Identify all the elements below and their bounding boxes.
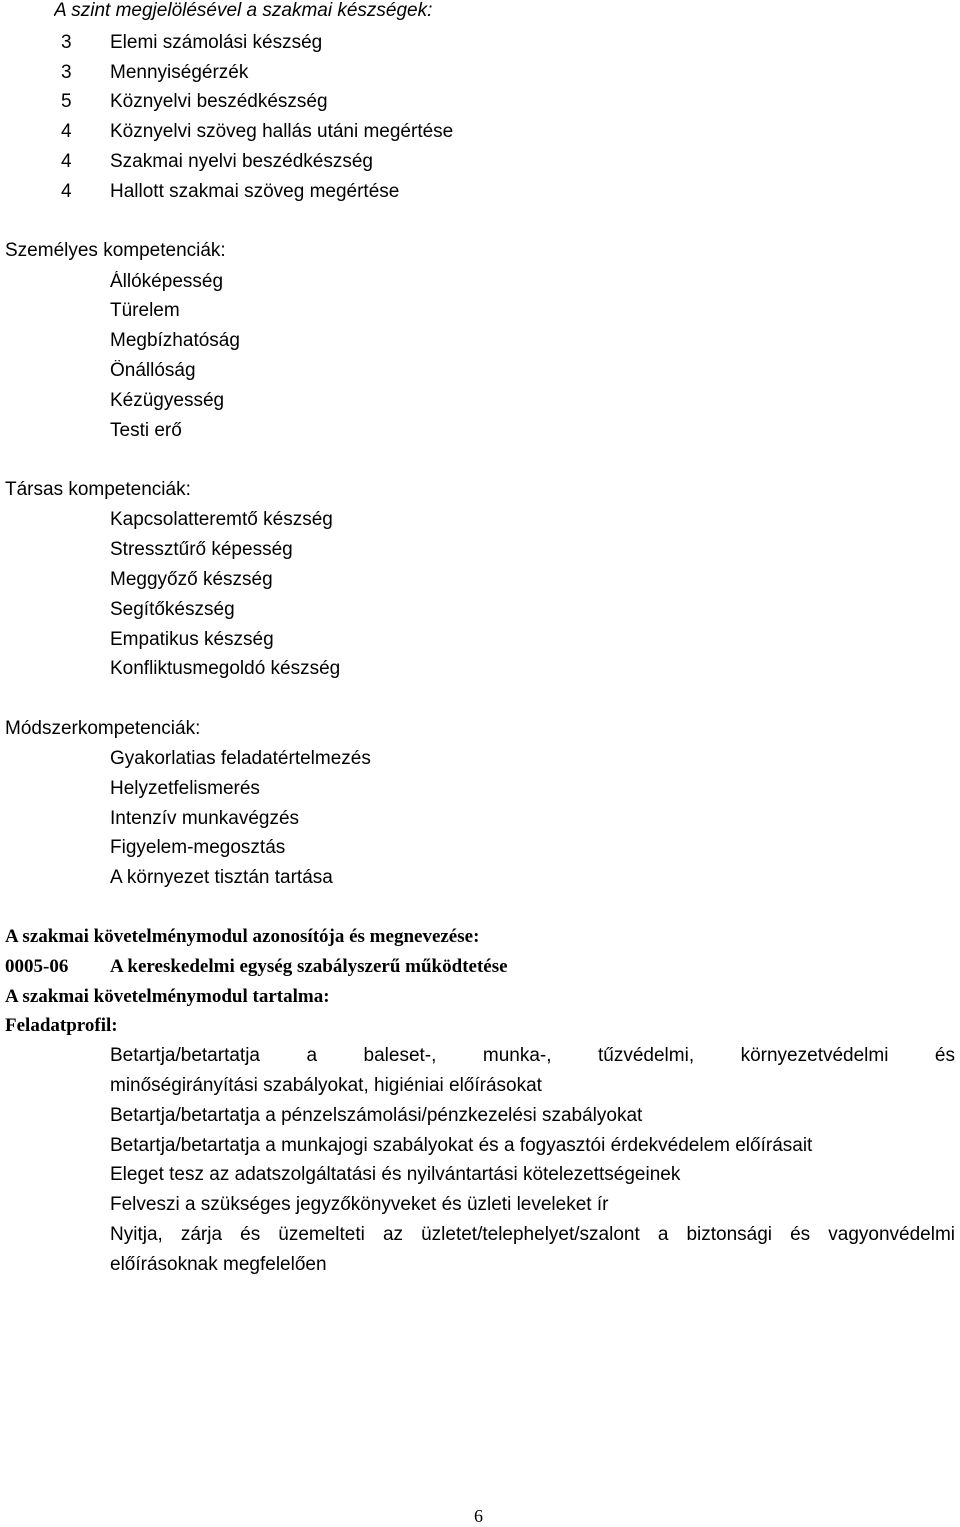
task-item: Betartja/betartatja a munkajogi szabályokat és a fogyasztói érdekvédelem előírásait [110,1135,813,1156]
list-item: Megbízhatóság [110,330,240,351]
list-item: Empatikus készség [110,629,274,650]
list-item: A környezet tisztán tartása [110,867,333,888]
skill-level: 4 [61,151,72,172]
skill-level: 3 [61,62,72,83]
task-item: Eleget tesz az adatszolgáltatási és nyilvántartási kötelezettségeinek [110,1164,681,1185]
personal-competencies-title: Személyes kompetenciák: [5,240,226,261]
module-name: A kereskedelmi egység szabályszerű működtetése [110,956,508,977]
task-item-continuation: előírásoknak megfelelően [110,1254,327,1275]
method-competencies-title: Módszerkompetenciák: [5,718,201,739]
skill-label: Mennyiségérzék [110,62,249,83]
skill-label: Köznyelvi beszédkészség [110,91,328,112]
skill-level: 4 [61,181,72,202]
list-item: Figyelem-megosztás [110,837,286,858]
skill-level: 3 [61,32,72,53]
list-item: Stressztűrő képesség [110,539,293,560]
list-item: Segítőkészség [110,599,235,620]
list-item: Önállóság [110,360,196,381]
task-item: Betartja/betartatja a baleset-, munka-, tűzvédelmi, környezetvédelmi és [110,1045,955,1066]
skill-label: Szakmai nyelvi beszédkészség [110,151,373,172]
list-item: Kapcsolatteremtő készség [110,509,333,530]
level-section-title: A szint megjelölésével a szakmai készségek: [54,0,433,21]
task-item-continuation: minőségirányítási szabályokat, higiéniai előírásokat [110,1075,542,1096]
page-number: 6 [474,1506,483,1526]
list-item: Gyakorlatias feladatértelmezés [110,748,371,769]
social-competencies-title: Társas kompetenciák: [5,479,191,500]
list-item: Kézügyesség [110,390,225,411]
list-item: Állóképesség [110,271,224,292]
task-profile-title: Feladatprofil: [5,1015,118,1036]
task-item: Felveszi a szükséges jegyzőkönyveket és üzleti leveleket ír [110,1194,609,1215]
list-item: Meggyőző készség [110,569,273,590]
list-item: Intenzív munkavégzés [110,808,300,829]
module-content-title: A szakmai követelménymodul tartalma: [5,986,330,1007]
skill-level: 5 [61,91,72,112]
list-item: Testi erő [110,420,182,441]
skill-label: Hallott szakmai szöveg megértése [110,181,400,202]
list-item: Türelem [110,300,180,321]
skill-label: Elemi számolási készség [110,32,323,53]
task-item: Betartja/betartatja a pénzelszámolási/pénzkezelési szabályokat [110,1105,643,1126]
module-id-title: A szakmai követelménymodul azonosítója és megnevezése: [5,926,480,947]
module-code: 0005-06 [5,956,69,977]
task-item: Nyitja, zárja és üzemelteti az üzletet/telephelyet/szalont a biztonsági és vagyonvédelmi [110,1224,955,1245]
skill-level: 4 [61,121,72,142]
list-item: Konfliktusmegoldó készség [110,658,341,679]
skill-label: Köznyelvi szöveg hallás utáni megértése [110,121,454,142]
list-item: Helyzetfelismerés [110,778,260,799]
